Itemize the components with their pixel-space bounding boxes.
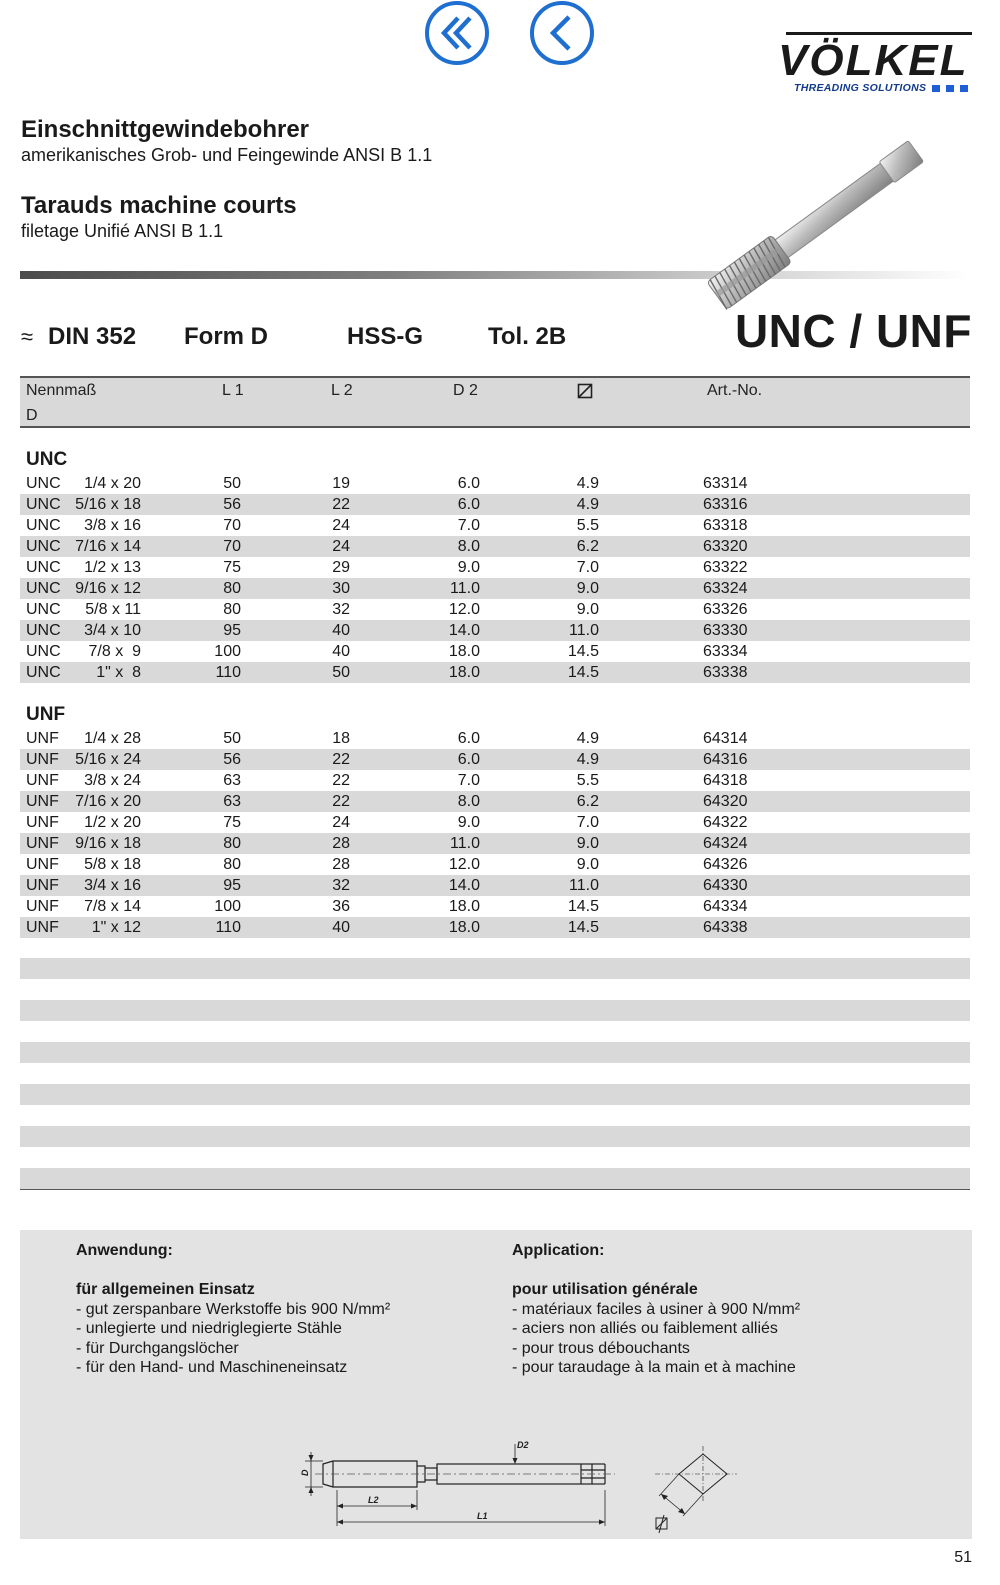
section-label-unc: UNC bbox=[26, 449, 68, 470]
application-item: - pour taraudage à la main et à machine bbox=[512, 1359, 796, 1376]
table-row bbox=[20, 749, 970, 770]
cell-sq: 4.9 bbox=[576, 496, 599, 513]
table-end-line bbox=[20, 1189, 970, 1190]
table-row bbox=[20, 557, 970, 578]
cell-l2: 24 bbox=[332, 814, 350, 831]
cell-l2: 29 bbox=[332, 559, 350, 576]
header-size: Nennmaß bbox=[26, 382, 97, 399]
cell-l2: 36 bbox=[332, 898, 350, 915]
cell-l1: 56 bbox=[223, 751, 241, 768]
cell-size: 5/16 x 18 bbox=[75, 496, 141, 513]
table-row bbox=[20, 473, 970, 494]
spec-form: Form D bbox=[184, 323, 268, 350]
table-row bbox=[20, 662, 970, 683]
application-list-fr bbox=[512, 1280, 800, 1378]
subtitle-german: amerikanisches Grob- und Feingewinde ANSI B 1.1 bbox=[21, 145, 433, 165]
cell-d2: 18.0 bbox=[448, 898, 480, 915]
table-row bbox=[20, 770, 970, 791]
header-article-no: Art.-No. bbox=[707, 382, 763, 399]
empty-row bbox=[20, 1000, 970, 1021]
cell-l2: 28 bbox=[332, 856, 350, 873]
title-french: Tarauds machine courts bbox=[21, 192, 297, 219]
cell-l2: 24 bbox=[332, 517, 350, 534]
square-shank-icon bbox=[577, 383, 593, 399]
cell-l1: 56 bbox=[223, 496, 241, 513]
application-heading-fr: Application: bbox=[512, 1242, 605, 1259]
cell-d2: 6.0 bbox=[457, 475, 480, 492]
cell-art: 64314 bbox=[703, 730, 748, 747]
empty-row bbox=[20, 958, 970, 979]
cell-type: UNC bbox=[26, 580, 61, 597]
empty-row bbox=[20, 1126, 970, 1147]
cell-l2: 22 bbox=[332, 496, 350, 513]
cell-sq: 9.0 bbox=[576, 835, 599, 852]
cell-size: 7/8 x 14 bbox=[84, 898, 141, 915]
cell-d2: 12.0 bbox=[448, 856, 480, 873]
cell-l2: 22 bbox=[332, 751, 350, 768]
table-header bbox=[20, 376, 970, 428]
cell-size: 3/4 x 10 bbox=[84, 622, 141, 639]
cell-l1: 50 bbox=[223, 730, 241, 747]
table-row bbox=[20, 494, 970, 515]
cell-art: 64320 bbox=[703, 793, 748, 810]
cell-l1: 63 bbox=[223, 772, 241, 789]
cell-l1: 100 bbox=[214, 643, 241, 660]
cell-d2: 9.0 bbox=[457, 814, 480, 831]
application-item: - unlegierte und niedriglegierte Stähle bbox=[76, 1320, 342, 1337]
cell-art: 64326 bbox=[703, 856, 748, 873]
cell-size: 9/16 x 18 bbox=[75, 835, 141, 852]
double-chevron-left-icon bbox=[424, 0, 490, 66]
application-item: - gut zerspanbare Werkstoffe bis 900 N/mm² bbox=[76, 1300, 391, 1318]
cell-d2: 11.0 bbox=[450, 580, 480, 597]
dimension-label-d: D bbox=[300, 1469, 310, 1476]
cell-size: 5/16 x 24 bbox=[75, 751, 141, 768]
application-lead-fr: pour utilisation générale bbox=[512, 1281, 698, 1298]
table-row bbox=[20, 728, 970, 749]
empty-row bbox=[20, 1084, 970, 1105]
spec-din: DIN 352 bbox=[48, 323, 137, 350]
cell-d2: 7.0 bbox=[457, 772, 480, 789]
cell-art: 63320 bbox=[703, 538, 748, 555]
subtitle-french: filetage Unifié ANSI B 1.1 bbox=[21, 221, 224, 241]
cell-sq: 6.2 bbox=[576, 538, 599, 555]
cell-sq: 6.2 bbox=[576, 793, 599, 810]
cell-l1: 100 bbox=[214, 898, 241, 915]
cell-l1: 80 bbox=[223, 835, 241, 852]
cell-l2: 19 bbox=[332, 475, 350, 492]
cell-sq: 9.0 bbox=[576, 856, 599, 873]
cell-type: UNF bbox=[26, 793, 59, 810]
cell-l1: 80 bbox=[223, 601, 241, 618]
cell-size: 3/8 x 24 bbox=[84, 772, 141, 789]
cell-type: UNF bbox=[26, 877, 59, 894]
application-item: - pour trous débouchants bbox=[512, 1339, 690, 1357]
application-list-de bbox=[76, 1280, 390, 1378]
cell-type: UNC bbox=[26, 601, 61, 618]
table-row bbox=[20, 515, 970, 536]
section-label-unf: UNF bbox=[26, 704, 66, 725]
cell-l2: 32 bbox=[332, 877, 350, 894]
cell-d2: 6.0 bbox=[457, 496, 480, 513]
empty-row bbox=[20, 1168, 970, 1189]
table-row bbox=[20, 599, 970, 620]
cell-l2: 28 bbox=[332, 835, 350, 852]
cell-l2: 50 bbox=[332, 664, 350, 681]
cell-type: UNC bbox=[26, 664, 61, 681]
brand-name: VÖLKEL bbox=[778, 36, 969, 85]
cell-l2: 40 bbox=[332, 643, 350, 660]
cell-size: 1/2 x 13 bbox=[84, 559, 141, 576]
dimension-label-l1: L1 bbox=[477, 1511, 488, 1521]
cell-l1: 80 bbox=[223, 580, 241, 597]
header-size-d: D bbox=[26, 407, 38, 424]
cell-art: 64330 bbox=[703, 877, 748, 894]
cell-l2: 22 bbox=[332, 772, 350, 789]
cell-art: 64318 bbox=[703, 772, 748, 789]
cell-l2: 18 bbox=[332, 730, 350, 747]
header-l2: L 2 bbox=[331, 382, 353, 399]
cell-size: 9/16 x 12 bbox=[75, 580, 141, 597]
cell-d2: 8.0 bbox=[457, 793, 480, 810]
cell-sq: 11.0 bbox=[569, 622, 599, 639]
table-row bbox=[20, 641, 970, 662]
cell-sq: 7.0 bbox=[576, 814, 599, 831]
cell-type: UNF bbox=[26, 856, 59, 873]
cell-sq: 4.9 bbox=[576, 475, 599, 492]
title-german: Einschnittgewindebohrer bbox=[21, 116, 310, 143]
application-item: - für Durchgangslöcher bbox=[76, 1339, 239, 1357]
application-item: - für den Hand- und Maschineneinsatz bbox=[76, 1359, 348, 1376]
first-page-button[interactable] bbox=[424, 0, 490, 66]
cell-type: UNC bbox=[26, 496, 61, 513]
application-box bbox=[20, 1230, 972, 1539]
cell-type: UNF bbox=[26, 751, 59, 768]
tap-tool-image bbox=[700, 110, 980, 315]
cell-d2: 18.0 bbox=[448, 664, 480, 681]
cell-art: 64316 bbox=[703, 751, 748, 768]
cell-l1: 70 bbox=[223, 517, 241, 534]
cell-sq: 14.5 bbox=[567, 898, 599, 915]
cell-size: 1" x 12 bbox=[91, 919, 141, 936]
cell-art: 63338 bbox=[703, 664, 748, 681]
cell-l1: 95 bbox=[223, 622, 241, 639]
cell-art: 63334 bbox=[703, 643, 748, 660]
application-item: - matériaux faciles à usiner à 900 N/mm² bbox=[512, 1300, 801, 1318]
cell-type: UNF bbox=[26, 835, 59, 852]
cell-d2: 14.0 bbox=[448, 622, 480, 639]
cell-art: 63330 bbox=[703, 622, 748, 639]
cell-type: UNC bbox=[26, 622, 61, 639]
cell-l2: 22 bbox=[332, 793, 350, 810]
cell-sq: 4.9 bbox=[576, 751, 599, 768]
cell-type: UNC bbox=[26, 643, 61, 660]
tap-technical-drawing bbox=[275, 1430, 755, 1540]
cell-d2: 18.0 bbox=[448, 919, 480, 936]
spec-material: HSS-G bbox=[347, 323, 424, 350]
cell-type: UNC bbox=[26, 475, 61, 492]
cell-d2: 8.0 bbox=[457, 538, 480, 555]
chevron-left-icon bbox=[529, 0, 595, 66]
dimension-label-d2: D2 bbox=[517, 1440, 529, 1450]
cell-sq: 14.5 bbox=[567, 664, 599, 681]
brand-logo bbox=[778, 30, 974, 96]
cell-type: UNF bbox=[26, 730, 59, 747]
cell-l1: 50 bbox=[223, 475, 241, 492]
empty-row bbox=[20, 1042, 970, 1063]
cell-art: 63324 bbox=[703, 580, 748, 597]
cell-type: UNC bbox=[26, 517, 61, 534]
table-row bbox=[20, 896, 970, 917]
table-row bbox=[20, 812, 970, 833]
cell-type: UNF bbox=[26, 919, 59, 936]
cell-size: 5/8 x 11 bbox=[85, 601, 141, 618]
cell-l2: 40 bbox=[332, 919, 350, 936]
cell-d2: 12.0 bbox=[448, 601, 480, 618]
cell-size: 1/4 x 20 bbox=[84, 475, 141, 492]
cell-l1: 63 bbox=[223, 793, 241, 810]
cell-type: UNF bbox=[26, 772, 59, 789]
cell-art: 63326 bbox=[703, 601, 748, 618]
spec-tolerance: Tol. 2B bbox=[488, 323, 567, 350]
cell-sq: 5.5 bbox=[576, 772, 599, 789]
cell-size: 3/4 x 16 bbox=[84, 877, 141, 894]
cell-l2: 32 bbox=[332, 601, 350, 618]
previous-page-button[interactable] bbox=[529, 0, 595, 66]
application-lead-de: für allgemeinen Einsatz bbox=[76, 1281, 255, 1298]
cell-art: 63322 bbox=[703, 559, 748, 576]
cell-l1: 70 bbox=[223, 538, 241, 555]
table-row bbox=[20, 536, 970, 557]
cell-sq: 5.5 bbox=[576, 517, 599, 534]
table-row bbox=[20, 854, 970, 875]
cell-l1: 95 bbox=[223, 877, 241, 894]
cell-d2: 9.0 bbox=[457, 559, 480, 576]
cell-l1: 80 bbox=[223, 856, 241, 873]
table-row bbox=[20, 833, 970, 854]
cell-d2: 14.0 bbox=[448, 877, 480, 894]
cell-d2: 7.0 bbox=[457, 517, 480, 534]
cell-sq: 9.0 bbox=[576, 601, 599, 618]
table-row bbox=[20, 578, 970, 599]
cell-type: UNC bbox=[26, 538, 61, 555]
cell-art: 64334 bbox=[703, 898, 748, 915]
cell-size: 3/8 x 16 bbox=[84, 517, 141, 534]
page-number: 51 bbox=[954, 1549, 972, 1566]
header-d2: D 2 bbox=[453, 382, 478, 399]
table-row bbox=[20, 620, 970, 641]
cell-art: 63316 bbox=[703, 496, 748, 513]
cell-l1: 75 bbox=[223, 814, 241, 831]
cell-size: 1/2 x 20 bbox=[84, 814, 141, 831]
cell-sq: 14.5 bbox=[567, 643, 599, 660]
cell-type: UNF bbox=[26, 814, 59, 831]
table-row bbox=[20, 791, 970, 812]
cell-size: 7/16 x 20 bbox=[75, 793, 141, 810]
brand-tagline: THREADING SOLUTIONS bbox=[794, 82, 927, 94]
thread-type-title: UNC / UNF bbox=[734, 305, 972, 357]
cell-size: 7/8 x 9 bbox=[88, 643, 141, 660]
header-l1: L 1 bbox=[222, 382, 244, 399]
spec-approx: ≈ bbox=[21, 324, 34, 349]
cell-sq: 11.0 bbox=[569, 877, 599, 894]
cell-sq: 14.5 bbox=[567, 919, 599, 936]
cell-art: 63314 bbox=[703, 475, 748, 492]
cell-type: UNF bbox=[26, 898, 59, 915]
cell-d2: 6.0 bbox=[457, 730, 480, 747]
cell-d2: 11.0 bbox=[450, 835, 480, 852]
cell-art: 64338 bbox=[703, 919, 748, 936]
cell-size: 5/8 x 18 bbox=[84, 856, 141, 873]
cell-d2: 18.0 bbox=[448, 643, 480, 660]
cell-art: 64324 bbox=[703, 835, 748, 852]
cell-l1: 75 bbox=[223, 559, 241, 576]
cell-l2: 30 bbox=[332, 580, 350, 597]
cell-size: 7/16 x 14 bbox=[75, 538, 141, 555]
cell-sq: 9.0 bbox=[576, 580, 599, 597]
table-row bbox=[20, 875, 970, 896]
cell-d2: 6.0 bbox=[457, 751, 480, 768]
cell-art: 63318 bbox=[703, 517, 748, 534]
application-heading-de: Anwendung: bbox=[76, 1242, 173, 1259]
dimension-label-l2: L2 bbox=[368, 1495, 379, 1505]
cell-l2: 40 bbox=[332, 622, 350, 639]
application-item: - aciers non alliés ou faiblement alliés bbox=[512, 1320, 778, 1337]
cell-size: 1/4 x 28 bbox=[84, 730, 141, 747]
cell-type: UNC bbox=[26, 559, 61, 576]
table-row bbox=[20, 917, 970, 938]
cell-l1: 110 bbox=[215, 919, 241, 936]
cell-l2: 24 bbox=[332, 538, 350, 555]
square-shank-icon bbox=[656, 1515, 667, 1533]
cell-sq: 4.9 bbox=[576, 730, 599, 747]
cell-size: 1" x 8 bbox=[96, 664, 141, 681]
cell-art: 64322 bbox=[703, 814, 748, 831]
cell-l1: 110 bbox=[215, 664, 241, 681]
cell-sq: 7.0 bbox=[576, 559, 599, 576]
